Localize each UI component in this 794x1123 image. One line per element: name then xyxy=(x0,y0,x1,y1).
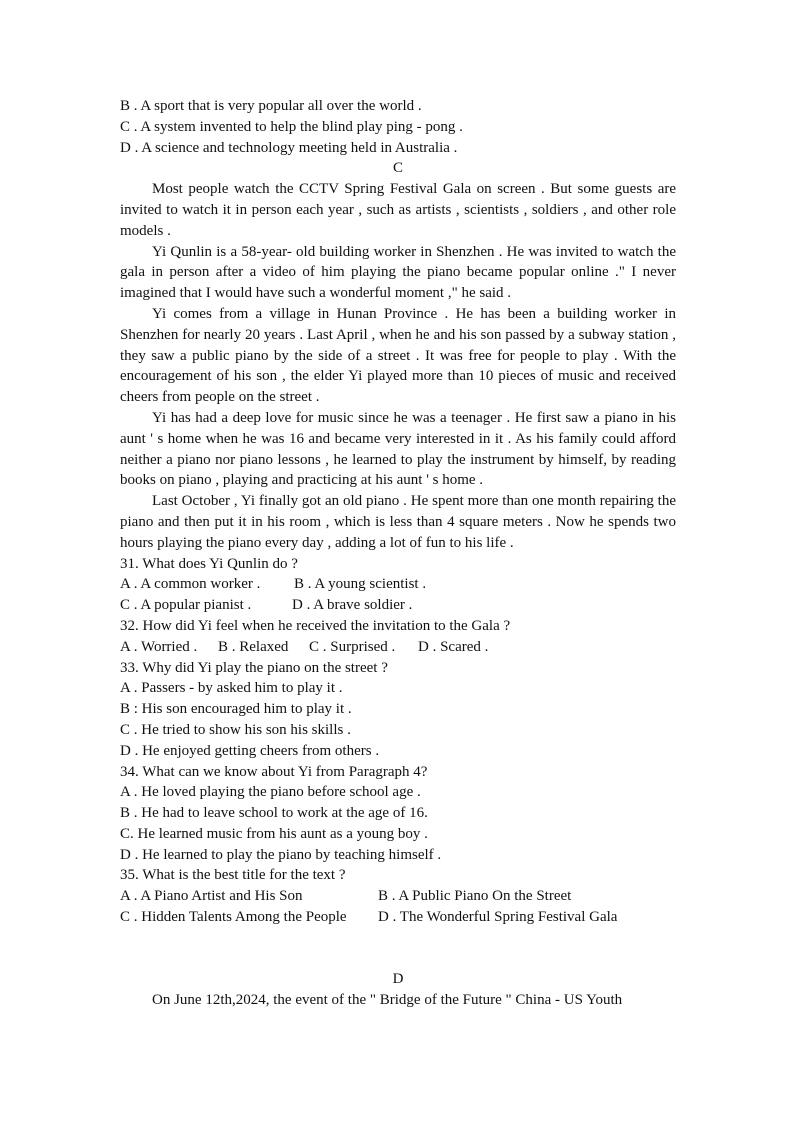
section-c-heading: C xyxy=(392,160,403,177)
q33-option-d: D . He enjoyed getting cheers from others . xyxy=(120,742,380,759)
q35-option-d: D . The Wonderful Spring Festival Gala xyxy=(378,909,618,926)
q33-option-a: A . Passers - by asked him to play it . xyxy=(120,680,343,697)
passage-paragraph-2: Yi Qunlin is a 58-year- old building worker in Shenzhen . He was invited to watch the gala in person after a video of him playing the piano became popular online ." I never imagined that I would have such a wonderful moment ," he said . xyxy=(120,243,676,302)
section-d-heading: D xyxy=(392,970,404,987)
q34-option-c: C. He learned music from his aunt as a young boy . xyxy=(120,825,428,842)
q32-option-c: C . Surprised . xyxy=(309,638,396,655)
q34-option-b: B . He had to leave school to work at the age of 16. xyxy=(120,805,428,822)
question-31-stem: 31. What does Yi Qunlin do ? xyxy=(120,555,298,572)
question-33-stem: 33. Why did Yi play the piano on the street ? xyxy=(120,659,388,676)
q32-option-b: B . Relaxed xyxy=(218,638,289,655)
passage-paragraph-3: Yi comes from a village in Hunan Province . He has been a building worker in Shenzhen for nearly 20 years . Last April , when he and his son passed by a subway station , they saw a public piano by the side of a street . It was free for people to play . With the encouragement of his son , the elder Yi played more than 10 pieces of music and received cheers from people on the street . xyxy=(120,305,676,406)
exam-page xyxy=(120,96,676,1010)
question-32-options-row xyxy=(120,637,676,658)
q32-option-a: A . Worried . xyxy=(120,638,198,655)
question-35-options-row-2 xyxy=(120,907,676,928)
q34-option-a: A . He loved playing the piano before school age . xyxy=(120,784,421,801)
passage-paragraph-1: Most people watch the CCTV Spring Festival Gala on screen . But some guests are invited to watch it in person each year , such as artists , scientists , soldiers , and other role models . xyxy=(120,181,676,239)
q31-option-c: C . A popular pianist . xyxy=(120,597,252,614)
question-32-stem: 32. How did Yi feel when he received the invitation to the Gala ? xyxy=(120,617,511,634)
q31-option-d: D . A brave soldier . xyxy=(292,597,413,614)
passage-paragraph-4: Yi has had a deep love for music since he was a teenager . He first saw a piano in his aunt ' s home when he was 16 and became very interested in it . As his family could afford neither a piano nor piano lessons , he learned to play the instrument by himself, by reading books on piano , playing and practicing at his aunt ' s home . xyxy=(120,409,676,489)
prev-option-d: D . A science and technology meeting held in Australia . xyxy=(120,139,458,156)
section-spacer xyxy=(120,928,676,969)
q34-option-d: D . He learned to play the piano by teaching himself . xyxy=(120,846,442,863)
q31-option-a: A . A common worker . xyxy=(120,576,261,593)
question-35-options-row-1 xyxy=(120,886,676,907)
q35-option-a: A . A Piano Artist and His Son xyxy=(120,888,303,905)
passage-paragraph-5: Last October , Yi finally got an old piano . He spent more than one month repairing the piano and then put it in his room , which is less than 4 square meters . Now he spends two hours playing the piano every day , adding a lot of fun to his life . xyxy=(120,493,676,551)
question-31-options-row-1 xyxy=(120,574,676,595)
q33-option-b: B : His son encouraged him to play it . xyxy=(120,701,352,718)
q31-option-b: B . A young scientist . xyxy=(294,576,427,593)
prev-option-b: B . A sport that is very popular all over the world . xyxy=(120,98,422,114)
prev-option-c: C . A system invented to help the blind play ping - pong . xyxy=(120,118,463,135)
q32-option-d: D . Scared . xyxy=(418,638,489,655)
q35-option-c: C . Hidden Talents Among the People xyxy=(120,909,347,926)
section-d-first-line: On June 12th,2024, the event of the " Bridge of the Future " China - US Youth xyxy=(152,991,623,1008)
q35-option-b: B . A Public Piano On the Street xyxy=(378,888,572,905)
question-35-stem: 35. What is the best title for the text ? xyxy=(120,867,346,884)
question-31-options-row-2 xyxy=(120,595,676,616)
question-34-stem: 34. What can we know about Yi from Paragraph 4? xyxy=(120,763,428,780)
q33-option-c: C . He tried to show his son his skills . xyxy=(120,721,351,738)
